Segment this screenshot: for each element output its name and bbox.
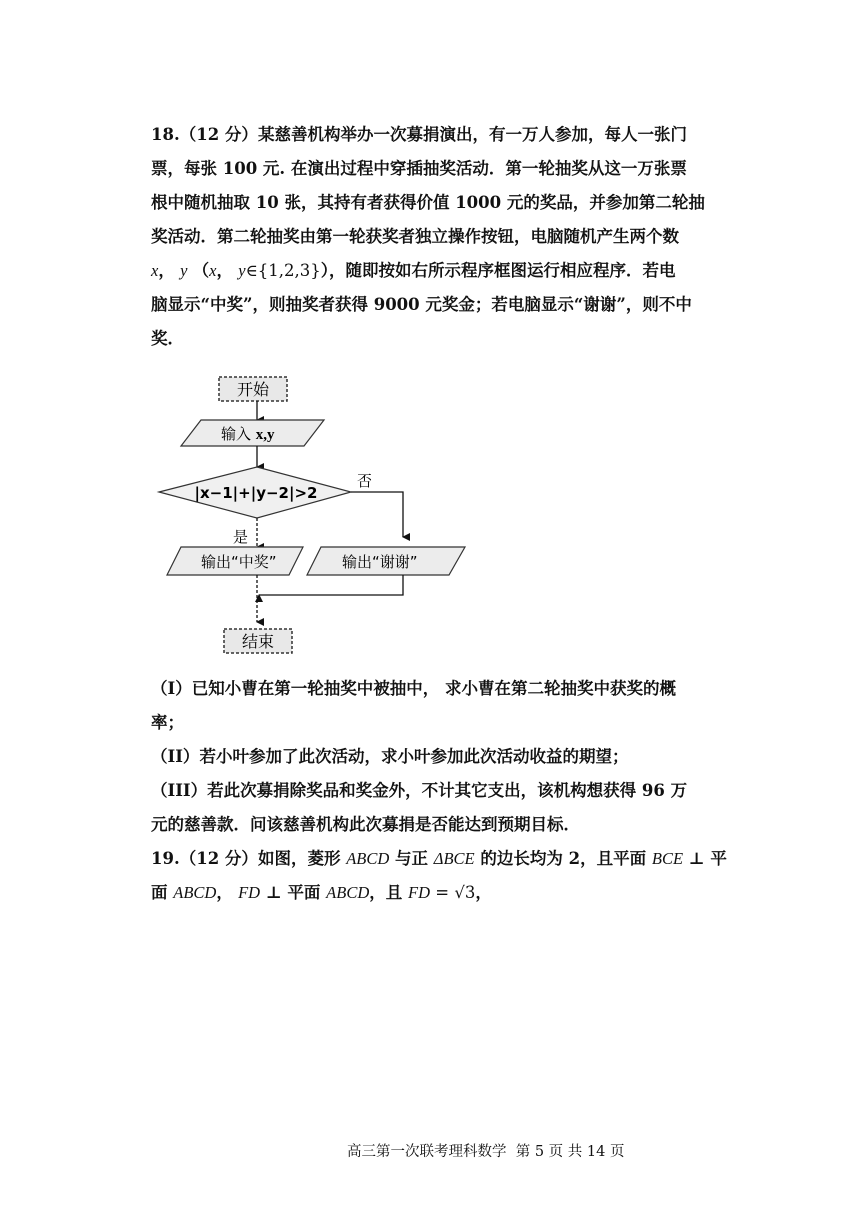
q18-line-4: 奖活动．第二轮抽奖由第一轮获奖者独立操作按钮，电脑随机产生两个数	[151, 227, 679, 246]
q18-text-5: ），随即按如右所示程序框图运行相应程序．若电	[320, 261, 676, 280]
math-abcd: ABCD	[173, 883, 217, 902]
q18-number: 18.	[151, 125, 180, 144]
part-3-text: 若此次募捐除奖品和奖金外，不计其它支出，该机构想获得 96 万	[207, 781, 688, 800]
part-1-label: （I）	[151, 679, 192, 698]
input-label: 输入 x,y	[221, 425, 275, 443]
decision-node	[159, 467, 351, 518]
end-label: 结束	[241, 632, 275, 651]
arrow-merge	[259, 575, 403, 595]
q19-line-2	[151, 876, 716, 910]
part-2-text: 若小叶参加了此次活动，求小叶参加此次活动收益的期望；	[199, 747, 629, 766]
math-triangle-bce: ΔBCE	[433, 849, 475, 868]
part-3-label: （III）	[151, 781, 208, 800]
var-x2: x	[209, 261, 217, 280]
sep: ，	[158, 261, 175, 280]
q18-line-2: 票，每张 100 元. 在演出过程中穿插抽奖活动．第一轮抽奖从这一万张票	[151, 159, 687, 178]
footer-title: 高三第一次联考理科数学	[347, 1144, 507, 1160]
flowchart	[151, 372, 481, 657]
start-label: 开始	[236, 380, 270, 399]
output-thanks-node	[307, 547, 465, 575]
page-number: 第 5 页 共 14 页	[515, 1144, 625, 1160]
math-fd: FD	[408, 883, 431, 902]
q18-line-3: 根中随机抽取 10 张，其持有者获得价值 1000 元的奖品，并参加第二轮抽	[151, 193, 705, 212]
q19-text: 与正	[389, 849, 434, 868]
yes-label: 是	[233, 528, 249, 546]
q19-text: 的边长均为 2，且平面	[474, 849, 652, 868]
question-18-parts	[151, 672, 716, 842]
q19-number: 19.	[151, 849, 180, 868]
part-3-line-1	[151, 774, 716, 808]
paren: （	[192, 261, 210, 280]
math-abcd: ABCD	[326, 883, 370, 902]
condition-label: |x−1|+|y−2|>2	[194, 484, 318, 502]
part-1-text: 已知小曹在第一轮抽奖中被抽中， 求小曹在第二轮抽奖中获奖的概	[191, 679, 676, 698]
var-y: y	[180, 261, 188, 280]
end-node	[224, 629, 292, 653]
q18-line-1	[151, 118, 716, 152]
set-notation: ∈{1,2,3}	[245, 261, 321, 280]
math-sqrt3: = √3	[430, 883, 476, 902]
q18-line-5	[151, 254, 716, 288]
part-2-line	[151, 740, 716, 774]
q19-text: 面	[151, 883, 174, 902]
q19-score: （12 分）	[179, 849, 258, 868]
q18-line-7: 奖．	[151, 329, 184, 348]
start-node	[219, 377, 287, 401]
output-thanks-label: 输出“谢谢”	[342, 553, 418, 571]
var-y2: y	[238, 261, 246, 280]
question-18	[151, 118, 716, 356]
q19-text: ，	[216, 883, 233, 902]
sep2: ，	[216, 261, 233, 280]
q19-text: ⊥ 平面	[260, 883, 327, 902]
part-2-label: （II）	[151, 747, 200, 766]
no-label: 否	[357, 472, 373, 490]
input-node	[181, 420, 324, 446]
question-19	[151, 842, 727, 910]
q19-text: 如图，菱形	[257, 849, 347, 868]
q19-text: ，	[475, 883, 492, 902]
math-abcd: ABCD	[346, 849, 390, 868]
q18-text-1: 某慈善机构举办一次募捐演出，有一万人参加，每人一张门	[257, 125, 687, 144]
q19-line-1	[151, 842, 727, 876]
math-fd: FD	[238, 883, 261, 902]
part-3-line-2: 元的慈善款．问该慈善机构此次募捐是否能达到预期目标．	[151, 815, 580, 834]
math-bce: BCE	[651, 849, 684, 868]
var-x: x	[151, 261, 159, 280]
output-win-node	[167, 547, 303, 575]
part-1-line-1	[151, 672, 716, 706]
q18-score: （12 分）	[179, 125, 258, 144]
q18-line-6: 脑显示“中奖”，则抽奖者获得 9000 元奖金；若电脑显示“谢谢”，则不中	[151, 295, 692, 314]
arrow-no	[351, 492, 403, 537]
q19-text: ⊥ 平	[683, 849, 727, 868]
page-footer	[347, 1140, 624, 1161]
output-win-label: 输出“中奖”	[201, 553, 277, 571]
q19-text: ，且	[369, 883, 409, 902]
part-1-line-2: 率；	[151, 713, 184, 732]
